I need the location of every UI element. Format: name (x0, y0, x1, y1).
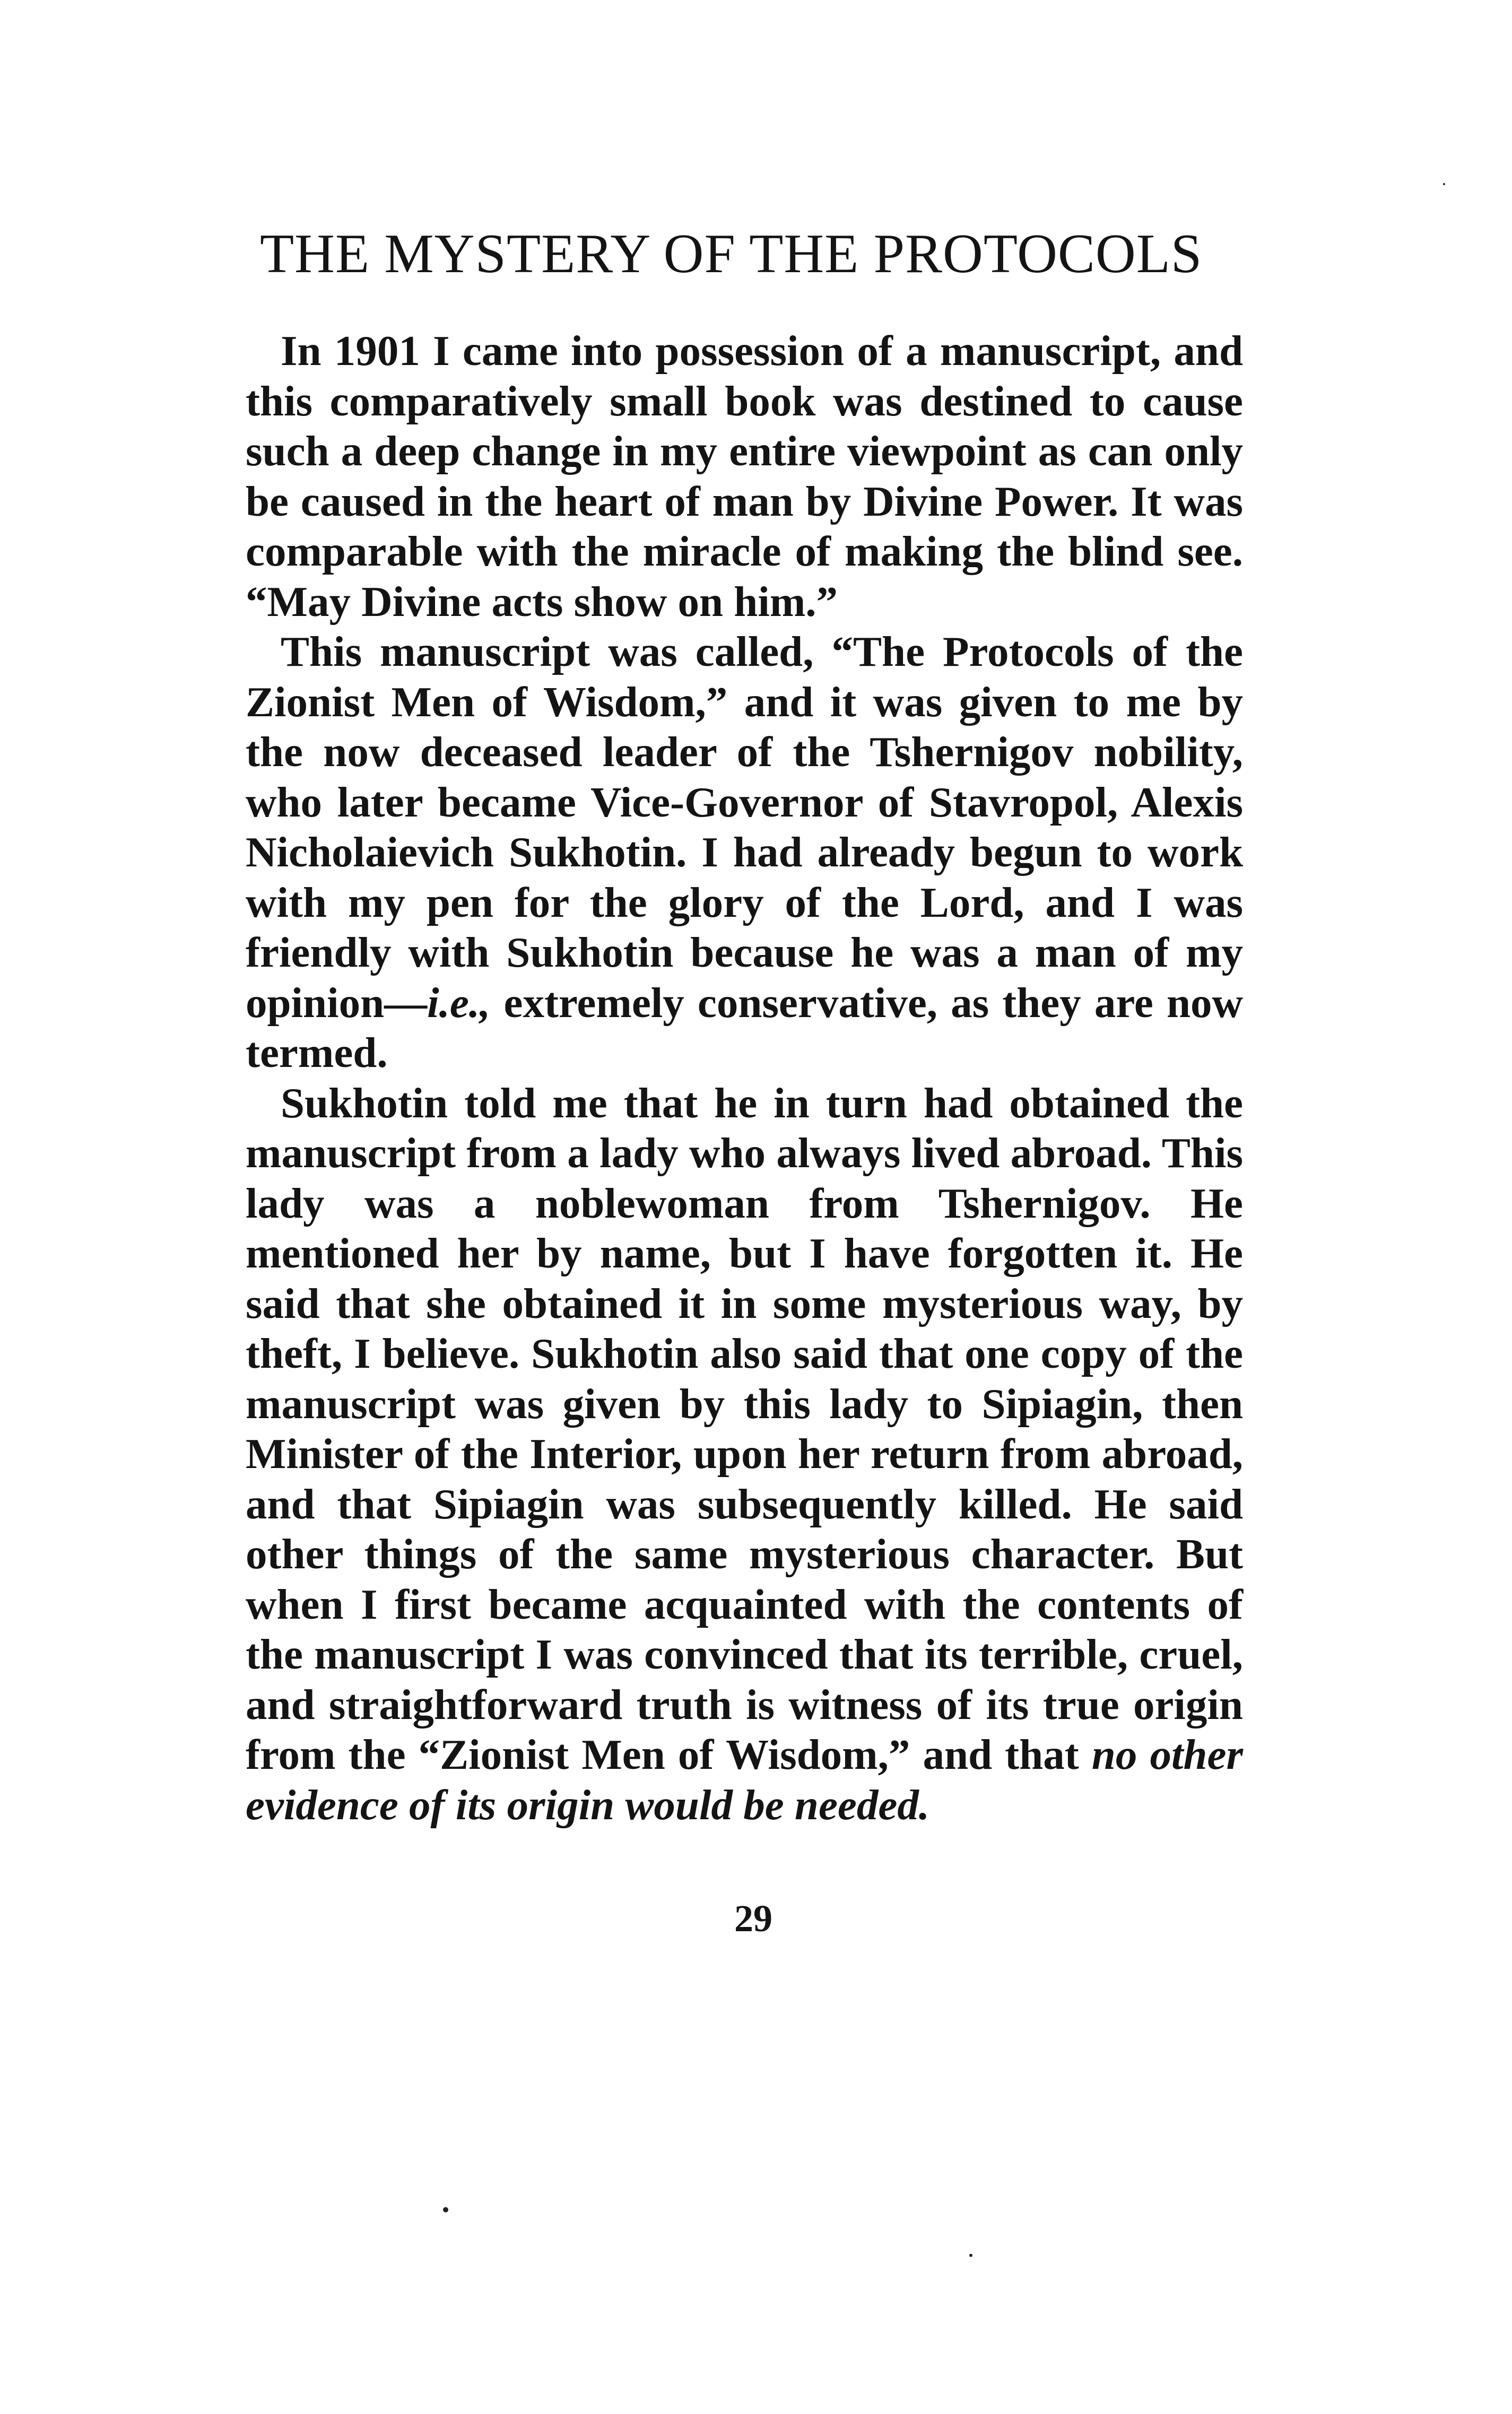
italic-text: no other evidence of its origin would be needed. (246, 1731, 1243, 1829)
scan-speck (1443, 183, 1445, 185)
paragraph (246, 326, 1243, 627)
paragraph-text: In 1901 I came into possession of a manuscript, and this comparatively small book was destined to cause such a deep change in my entire viewpoint as can only be caused in the heart of man by Divine Power. It was comparable with the miracle of making the blind see. “May Divine acts show on him.” (246, 327, 1243, 626)
paragraph-text: Sukhotin told me that he in turn had obtained the manuscript from a lady who always lived abroad. This lady was a noblewoman from Tshernigov. He mentioned her by name, but I have forgotten it. He said that she obtained it in some mysterious way, by theft, I believe. Sukhotin also said that one copy of the manuscript was given by this lady to Sipiagin, then Minister of the Interior, upon her return from abroad, and that Sipiagin was subsequently killed. He said other things of the same mysterious character. But when I first became acquainted with the contents of the manuscript I was convinced that its terrible, cruel, and straightforward truth is witness of its true origin from the “Zionist Men of Wisdom,” and that (246, 1079, 1243, 1778)
running-head-title: THE MYSTERY OF THE PROTOCOLS (260, 222, 1203, 284)
paragraph (246, 1078, 1243, 1830)
italic-text: i.e., (427, 978, 491, 1027)
scan-speck (969, 2254, 972, 2257)
paragraph-text: extremely conservative, as they are now termed. (246, 978, 1243, 1076)
scan-speck (443, 2207, 448, 2212)
paragraph (246, 627, 1243, 1078)
page-number: 29 (734, 1897, 772, 1940)
body-text (246, 326, 1243, 1830)
paragraph-text: This manuscript was called, “The Protocols of the Zionist Men of Wisdom,” and it was given to me by the now deceased leader of the Tshernigov nobility, who later became Vice-Governor of Stavropol, Alexis Nicholaievich Sukhotin. I had already begun to work with my pen for the glory of the Lord, and I was friendly with Sukhotin because he was a man of my opinion— (246, 628, 1243, 1027)
